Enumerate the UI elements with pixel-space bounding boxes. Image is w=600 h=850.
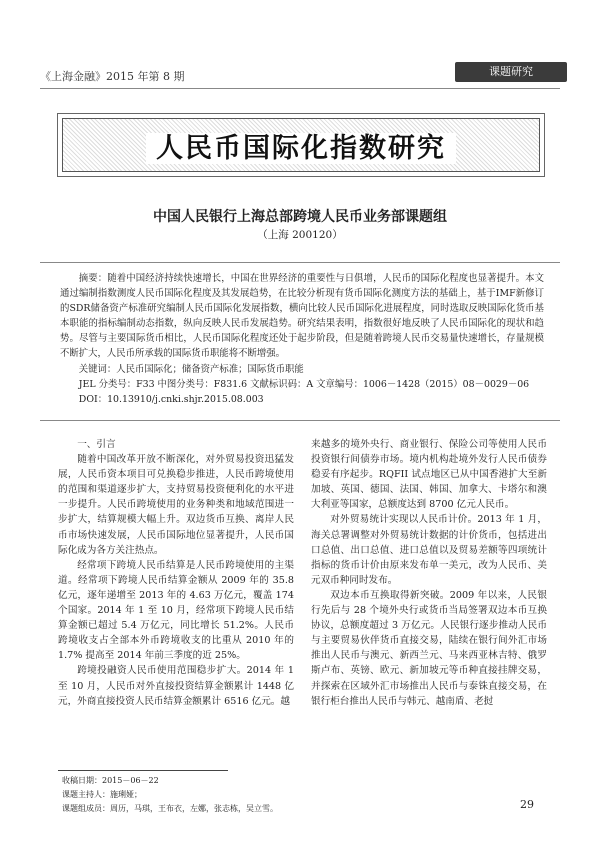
- section-tab: 课题研究: [455, 62, 567, 82]
- paragraph: 经常项下跨境人民币结算是人民币跨境使用的主渠道。经常项下跨境人民币结算金额从 2009 年的 35.8 亿元，逐年递增至 2013 年的 4.63 万亿元，覆盖 174 个国家。2014 年 1 至 10 月，经常项下跨境人民币结算金额已超过 5.4 万亿元，同比增长 51.2%。人民币跨境收支占全部本外币跨境收支的比重从 2010 年的 1.7% 提高至 2014 年前三季度的近 25%。: [58, 559, 294, 662]
- footnote-rule: [58, 770, 228, 771]
- classification-line: JEL 分类号：F33 中图分类号：F831.6 文献标识码：A 文章编号：1006－1428（2015）08－0029－06: [78, 378, 530, 390]
- journal-header: 《上海金融》2015 年第 8 期: [40, 70, 185, 83]
- abstract-bottom-rule: [40, 420, 560, 421]
- paragraph: 对外贸易统计实现以人民币计价。2013 年 1 月，海关总署调整对外贸易统计数据的计价货币，包括进出口总值、出口总值、进口总值以及贸易差额等四项统计指标的货币计价由原来发布单一美元，改为人民币、美元双币种同时发布。: [311, 514, 547, 586]
- abstract-block: [60, 271, 544, 407]
- doi-line: DOI：10.13910/j.cnki.shjr.2015.08.003: [78, 393, 264, 405]
- abstract-top-rule: [40, 262, 560, 263]
- paragraph: 双边本币互换取得新突破。2009 年以来，人民银行先后与 28 个境外央行或货币当局签署双边本币互换协议，总额度超过 3 万亿元。人民银行逐步推动人民币与主要贸易伙伴货币直接交易，陆续在银行间外汇市场推出人民币与澳元、新西兰元、马来西亚林吉特、俄罗斯卢布、英镑、欧元、新加坡元等币种直接挂牌交易，并探索在区域外汇市场推出人民币与泰铢直接交易，在银行柜台推出人民币与韩元、越南盾、老挝: [311, 589, 547, 707]
- body-column-right: [311, 437, 547, 709]
- footnotes: [62, 774, 278, 816]
- affiliation-line: （上海 200120）: [257, 229, 343, 241]
- body-column-left: [58, 437, 294, 709]
- footnote-members: 课题组成员：周历，马琪，王布衣，左娜，张志栋，吴立雪。: [62, 804, 278, 813]
- abstract-text: 摘要：随着中国经济持续快速增长，中国在世界经济的重要性与日俱增，人民币的国际化程度也显著提升。本文通过编制指数测度人民币国际化程度及其发展趋势，在比较分析现有货币国际化测度方法的基础上，基于IMF新修订的SDR储备资产标准研究编制人民币国际化发展指数，横向比较人民币国际化进展程度，同时选取反映国际化货币基本职能的指标编制动态指数，纵向反映人民币发展趋势。研究结果表明，指数很好地反映了人民币国际化的现状和趋势。尽管与主要国际货币相比，人民币国际化程度还处于起步阶段，但是随着跨境人民币交易量快速增长，存量规模不断扩大，人民币所承载的国际货币职能将不断增强。: [60, 273, 544, 360]
- page-number: 29: [520, 798, 534, 811]
- header-rule: [40, 88, 560, 89]
- footnote-received: 收稿日期：2015－06－22: [62, 776, 159, 785]
- paper-title-text: 人民币国际化指数研究: [146, 133, 456, 164]
- paper-title: [62, 126, 540, 165]
- author-line: 中国人民银行上海总部跨境人民币业务部课题组: [153, 209, 447, 225]
- footnote-host: 课题主持人：施琍娅；: [62, 790, 142, 799]
- paragraph: 随着中国改革开放不断深化，对外贸易投资迅猛发展，人民币资本项目可兑换稳步推进，人民币跨境使用的范围和渠道逐步扩大，支持贸易投资便利化的水平进一步提升。人民币跨境使用的业务种类和地域范围进一步扩大，结算规模大幅上升。双边货币互换、离岸人民币市场快速发展，人民币国际地位显著提升，人民币国际化成为各方关注热点。: [58, 454, 294, 556]
- section-heading: 一、引言: [77, 439, 116, 450]
- paragraph: 跨境投融资人民币使用范围稳步扩大。2014 年 1 至 10 月，人民币对外直接投资结算金额累计 1448 亿元，外商直接投资人民币结算金额累计 6516 亿元。越: [58, 665, 294, 707]
- paragraph: 来越多的境外央行、商业银行、保险公司等使用人民币投资银行间债券市场。境内机构赴境外发行人民币债券稳妥有序起步。RQFII 试点地区已从中国香港扩大至新加坡、英国、德国、法国、韩国、加拿大、卡塔尔和澳大利亚等国家，总额度达到 8700 亿元人民币。: [311, 439, 547, 511]
- keywords: 关键词：人民币国际化；储备资产标准；国际货币职能: [78, 363, 304, 375]
